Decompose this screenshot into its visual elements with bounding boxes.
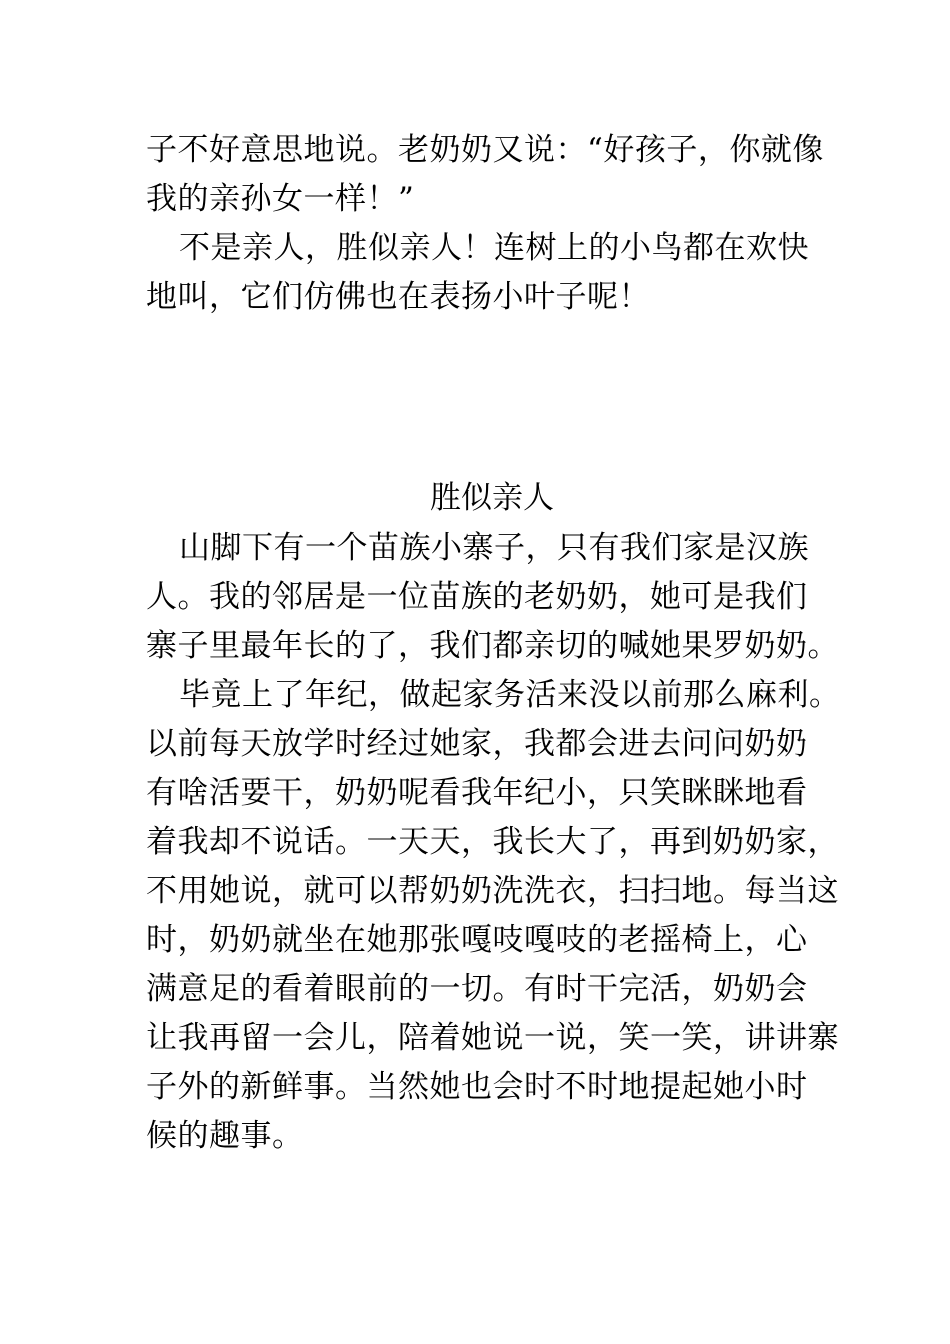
text-line: 时，奶奶就坐在她那张嘎吱嘎吱的老摇椅上，心 [146, 922, 808, 958]
text-line: 不用她说，就可以帮奶奶洗洗衣，扫扫地。每当这 [146, 873, 839, 909]
text-line: 寨子里最年长的了，我们都亲切的喊她果罗奶奶。 [146, 628, 839, 664]
text-line: 地叫，它们仿佛也在表扬小叶子呢！ [146, 279, 650, 315]
text-line: 满意足的看着眼前的一切。有时干完活，奶奶会 [146, 971, 808, 1007]
story-body [146, 524, 841, 1161]
text-line: 子外的新鲜事。当然她也会时不时地提起她小时 [146, 1069, 808, 1105]
text-line: 有啥活要干，奶奶呢看我年纪小，只笑眯眯地看 [146, 775, 808, 811]
text-line: 子不好意思地说。老奶奶又说：“好孩子，你就像 [146, 132, 824, 168]
text-line: 让我再留一会儿，陪着她说一说，笑一笑，讲讲寨 [146, 1020, 839, 1056]
paragraph-start-line: 毕竟上了年纪，做起家务活来没以前那么麻利。 [179, 677, 841, 713]
text-line: 着我却不说话。一天天，我长大了，再到奶奶家， [146, 824, 839, 860]
paragraph-start-line: 山脚下有一个苗族小寨子，只有我们家是汉族 [179, 530, 809, 566]
text-line: 我的亲孙女一样！” [146, 181, 415, 217]
paragraph-start-line: 不是亲人，胜似亲人！连树上的小鸟都在欢快 [179, 230, 809, 266]
previous-story-ending [146, 126, 836, 322]
text-line: 候的趣事。 [146, 1118, 304, 1154]
story-title: 胜似亲人 [430, 480, 554, 516]
text-line: 人。我的邻居是一位苗族的老奶奶，她可是我们 [146, 579, 808, 615]
text-line: 以前每天放学时经过她家，我都会进去问问奶奶 [146, 726, 808, 762]
